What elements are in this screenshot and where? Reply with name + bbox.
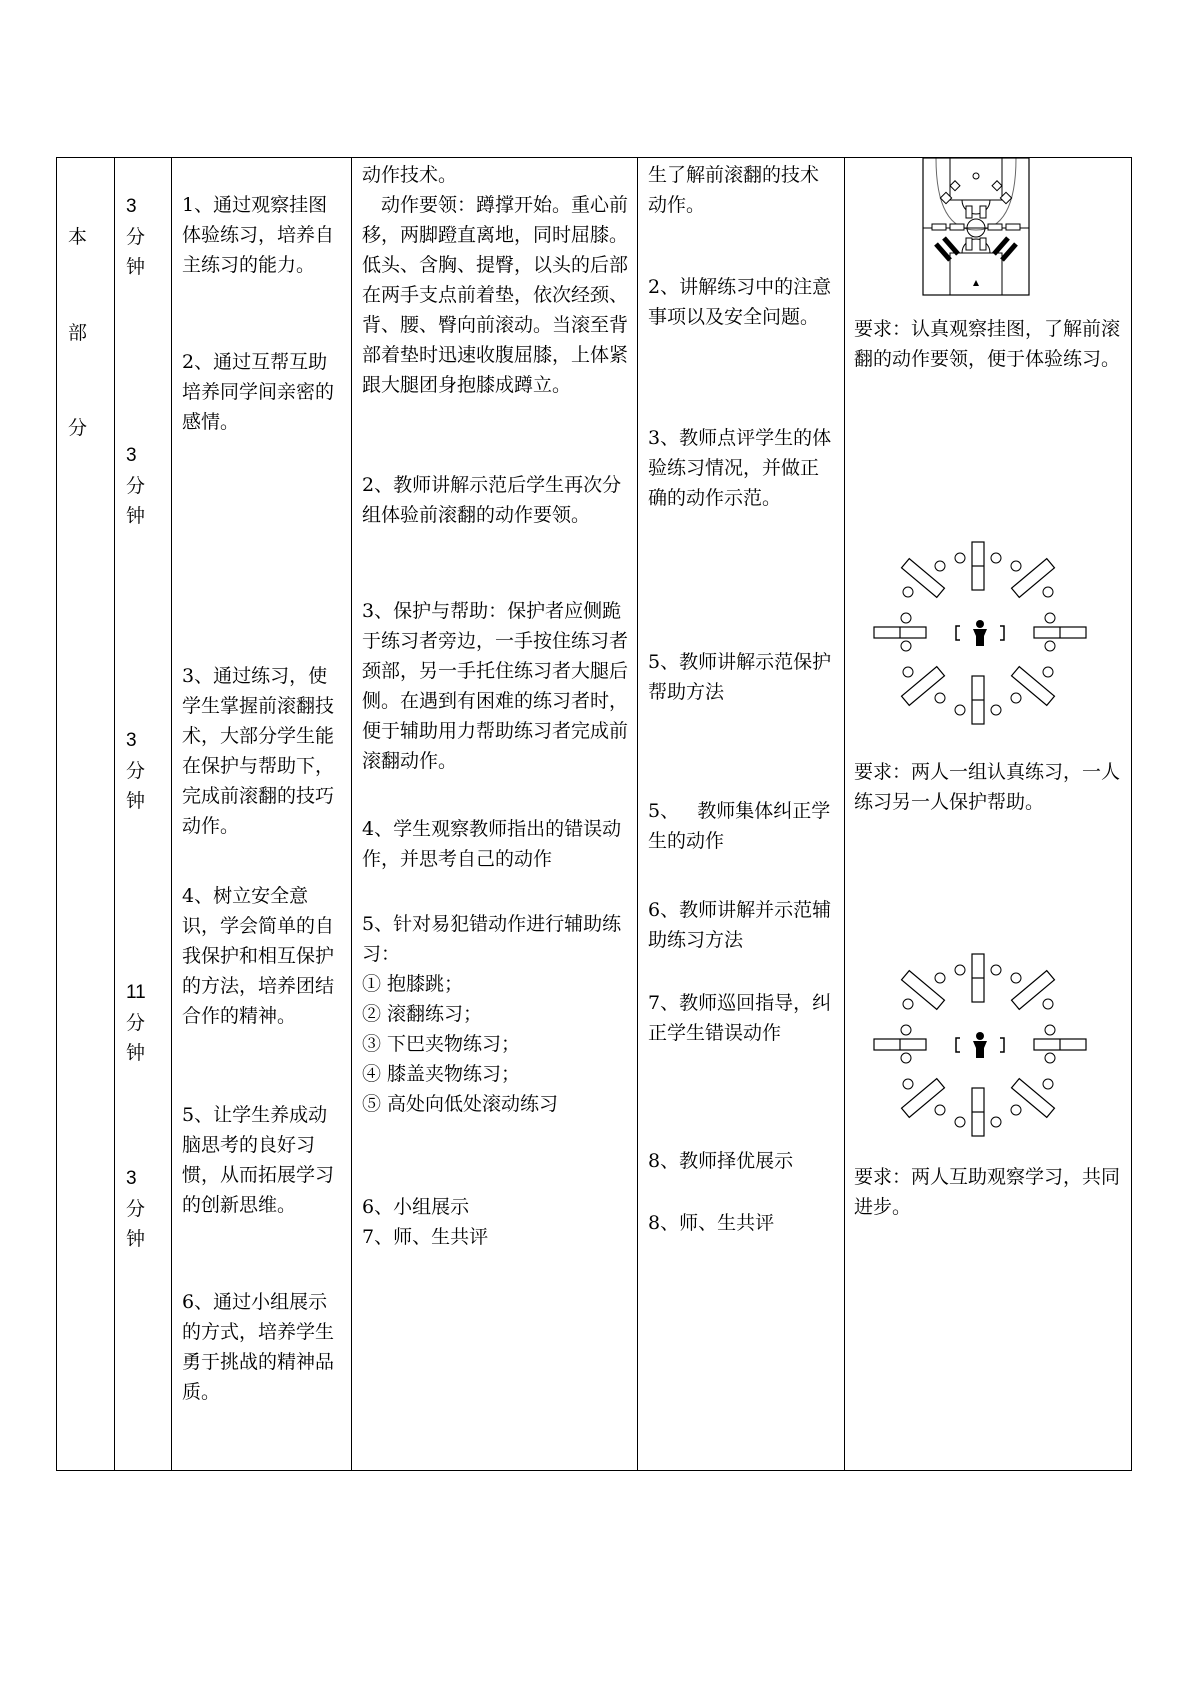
objective: 6、通过小组展示的方式，培养学生勇于挑战的精神品质。 <box>182 1291 335 1403</box>
requirement: 要求：两人互助观察学习，共同进步。 <box>854 1166 1121 1218</box>
list-item: ⑤ 高处向低处滚动练习 <box>362 1093 559 1115</box>
teacher-activity: 5、教师讲解示范保护帮助方法 <box>648 651 832 703</box>
teacher-activity: 6、教师讲解并示范辅助练习方法 <box>648 899 832 951</box>
teacher-activity: 3、教师点评学生的体验练习情况，并做正确的动作示范。 <box>648 427 832 509</box>
teacher-activity: 8、师、生共评 <box>648 1212 775 1234</box>
objective: 1、通过观察挂图体验练习，培养自主练习的能力。 <box>182 194 335 276</box>
teacher-activity: 5、 教师集体纠正学生的动作 <box>648 800 831 852</box>
teacher-activity: 8、教师择优展示 <box>648 1150 794 1172</box>
content-text: 3、保护与帮助：保护者应侧跪于练习者旁边，一手按住练习者颈部，另一手托住练习者大腿后侧。在遇到有困难的练习者时，便于辅助用力帮助练习者完成前滚翻动作。 <box>362 600 629 772</box>
teacher-activity: 2、讲解练习中的注意事项以及安全问题。 <box>648 276 832 328</box>
objective: 4、树立安全意识，学会简单的自我保护和相互保护的方法，培养团结合作的精神。 <box>182 885 335 1027</box>
content-text: 6、小组展示 <box>362 1196 470 1218</box>
content-text: 动作要领：蹲撑开始。重心前移，两脚蹬直离地，同时屈膝。低头、含胸、提臀，以头的后部在两手支点前着垫，依次经颈、背、腰、臀向前滚动。当滚至背部着垫时迅速收腹屈膝，上体紧跟大腿团身抱膝成蹲立。 <box>362 194 629 396</box>
content-text: 2、教师讲解示范后学生再次分组体验前滚翻的动作要领。 <box>362 474 622 526</box>
practice-formation-diagram <box>870 948 1090 1140</box>
practice-formation-diagram <box>870 536 1090 728</box>
content-text: 7、师、生共评 <box>362 1226 489 1248</box>
duration: 3 分 钟 <box>126 730 146 812</box>
teacher-activity: 7、教师巡回指导，纠正学生错误动作 <box>648 992 832 1044</box>
requirement: 要求：认真观察挂图，了解前滚翻的动作要领，便于体验练习。 <box>854 318 1121 370</box>
list-item: ② 滚翻练习； <box>362 1003 483 1025</box>
list-item: ④ 膝盖夹物练习； <box>362 1063 521 1085</box>
teacher-activity: 生了解前滚翻的技术动作。 <box>648 164 820 216</box>
duration: 3 分 钟 <box>126 445 146 527</box>
column-divider <box>114 157 115 1471</box>
drill-list <box>362 969 628 1119</box>
section-label-char: 本 <box>68 226 88 248</box>
duration: 3 分 钟 <box>126 1168 146 1250</box>
court-diagram <box>922 158 1030 296</box>
requirement: 要求：两人一组认真练习，一人练习另一人保护帮助。 <box>854 761 1121 813</box>
section-label-char: 部 <box>68 322 88 344</box>
objective: 5、让学生养成动脑思考的良好习惯，从而拓展学习的创新思维。 <box>182 1104 335 1216</box>
content-text: 5、针对易犯错动作进行辅助练习： <box>362 913 622 965</box>
duration: 3 分 钟 <box>126 196 146 278</box>
section-label-char: 分 <box>68 417 88 439</box>
duration: 11 分 钟 <box>126 982 146 1064</box>
objective: 2、通过互帮互助培养同学间亲密的感情。 <box>182 351 335 433</box>
objective: 3、通过练习，使学生掌握前滚翻技术，大部分学生能在保护与帮助下，完成前滚翻的技巧动作。 <box>182 665 335 837</box>
list-item: ① 抱膝跳； <box>362 973 464 995</box>
column-divider <box>171 157 172 1471</box>
column-divider <box>637 157 638 1471</box>
column-divider <box>844 157 845 1471</box>
list-item: ③ 下巴夹物练习； <box>362 1033 521 1055</box>
column-divider <box>351 157 352 1471</box>
content-text: 动作技术。 <box>362 164 458 186</box>
content-text: 4、学生观察教师指出的错误动作，并思考自己的动作 <box>362 818 622 870</box>
